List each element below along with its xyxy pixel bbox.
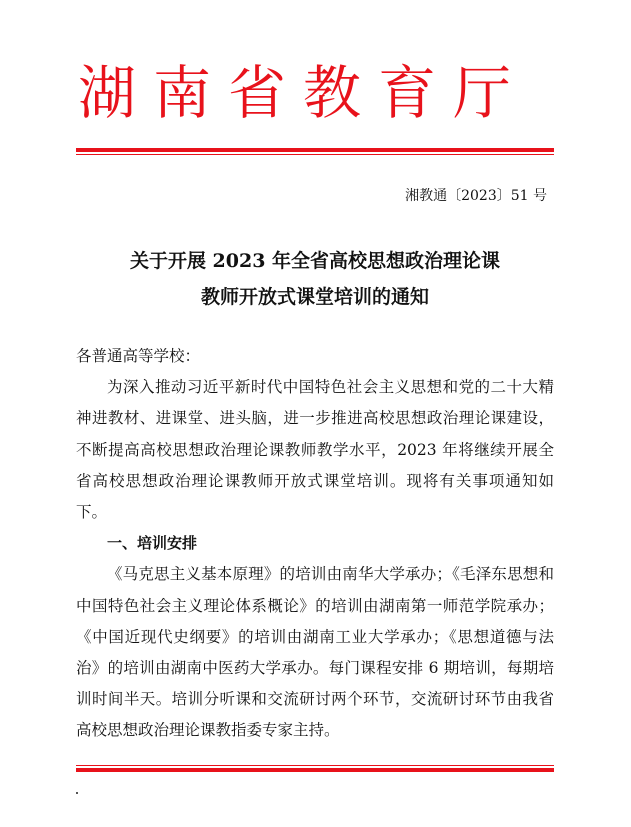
agency-masthead: 湖南省教育厅 [78, 59, 529, 127]
document-body [76, 341, 554, 747]
intro-paragraph: 为深入推动习近平新时代中国特色社会主义思想和党的二十大精神进教材、进课堂、进头脑，进一步推进高校思想政治理论课建设，不断提高高校思想政治理论课教师教学水平，2023 年将继续开展全省高校思想政治理论课教师开放式课堂培训。现将有关事项通知如下。 [76, 378, 554, 522]
document-title-line-1: 关于开展 2023 年全省高校思想政治理论课 [129, 250, 501, 272]
section-paragraph-training-arrangement: 《马克思主义基本原理》的培训由南华大学承办；《毛泽东思想和中国特色社会主义理论体系概论》的培训由湖南第一师范学院承办；《中国近现代史纲要》的培训由湖南工业大学承办；《思想道德与法治》的培训由湖南中医药大学承办。每门课程安排 6 期培训，每期培训时间半天。培训分听课和交流研讨两个环节，交流研讨环节由我省高校思想政治理论课教指委专家主持。 [76, 565, 554, 740]
section-heading-training-arrangement: 一、培训安排 [107, 534, 198, 553]
footer-divider-thin [76, 765, 554, 766]
footer-divider-thick [76, 768, 554, 772]
header-divider-thin [76, 154, 554, 155]
document-title-line-2: 教师开放式课堂培训的通知 [200, 286, 429, 308]
page-dot-mark [76, 792, 78, 794]
document-number: 湘教通〔2023〕51 号 [405, 188, 547, 204]
salutation: 各普通高等学校： [76, 347, 201, 365]
header-divider-thick [76, 148, 554, 152]
